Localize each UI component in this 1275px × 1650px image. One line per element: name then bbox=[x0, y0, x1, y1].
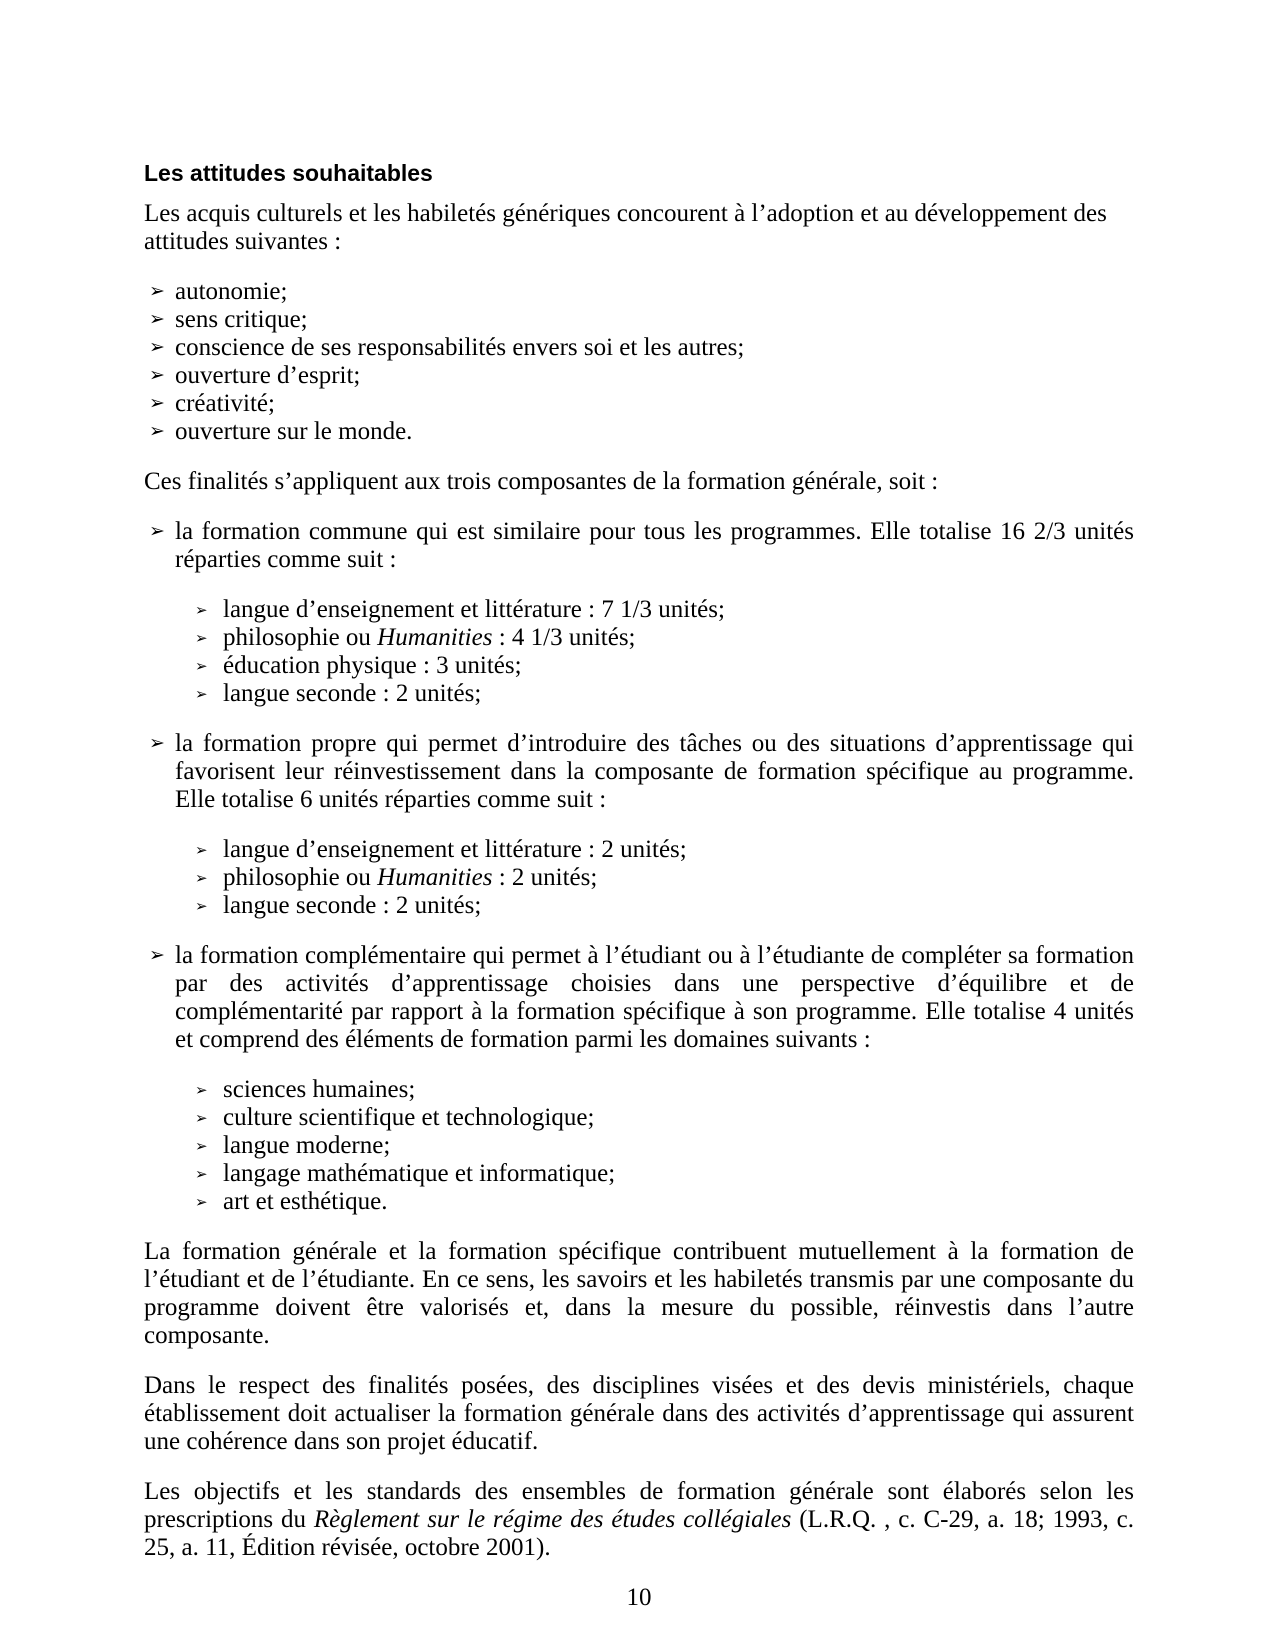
text-run: Ces finalités s’appliquent aux trois composantes de la formation générale, soit : bbox=[144, 468, 939, 495]
list-item-text bbox=[175, 390, 1134, 418]
arrow-bullet-icon: ➢ bbox=[195, 841, 208, 859]
list-item-text bbox=[223, 652, 1134, 680]
paragraph bbox=[144, 1238, 1134, 1350]
bullet-list-level-2 bbox=[190, 596, 1134, 708]
list-item-text bbox=[223, 892, 1134, 920]
italic-text-run: Humanities bbox=[377, 864, 493, 891]
list-item bbox=[190, 1132, 1134, 1160]
paragraph bbox=[144, 468, 1134, 496]
page-title: Les attitudes souhaitables bbox=[144, 160, 433, 186]
list-item bbox=[190, 836, 1134, 864]
arrow-bullet-icon: ➢ bbox=[195, 657, 208, 675]
list-item bbox=[190, 892, 1134, 920]
arrow-bullet-icon: ➢ bbox=[195, 1193, 208, 1211]
list-item bbox=[144, 418, 1134, 446]
page-number: 10 bbox=[626, 1584, 652, 1611]
bullet-list-level-2 bbox=[190, 836, 1134, 920]
list-item bbox=[144, 730, 1134, 814]
paragraph bbox=[144, 1478, 1134, 1562]
italic-text-run: Humanities bbox=[377, 624, 493, 651]
text-run: sens critique; bbox=[175, 306, 308, 333]
text-run: philosophie ou bbox=[223, 864, 378, 891]
list-item-text bbox=[175, 942, 1134, 1054]
list-item bbox=[190, 596, 1134, 624]
list-item-text bbox=[175, 334, 1134, 362]
list-item-text bbox=[223, 1104, 1134, 1132]
text-run: créativité; bbox=[175, 390, 275, 417]
document-body bbox=[144, 200, 1134, 1562]
text-run: Les acquis culturels et les habiletés génériques concourent à l’adoption et au développement des attitudes suivantes : bbox=[144, 200, 1107, 255]
list-item bbox=[190, 652, 1134, 680]
text-run: culture scientifique et technologique; bbox=[223, 1104, 595, 1131]
text-run: éducation physique : 3 unités; bbox=[223, 652, 522, 679]
list-item bbox=[190, 680, 1134, 708]
list-item bbox=[144, 362, 1134, 390]
list-item-text bbox=[223, 680, 1134, 708]
text-run: langue d’enseignement et littérature : 2 unités; bbox=[223, 836, 687, 863]
arrow-bullet-icon: ➢ bbox=[195, 1137, 208, 1155]
text-run: sciences humaines; bbox=[223, 1076, 416, 1103]
list-item bbox=[190, 1104, 1134, 1132]
arrow-bullet-icon: ➢ bbox=[149, 520, 165, 542]
arrow-bullet-icon: ➢ bbox=[195, 897, 208, 915]
list-item bbox=[144, 390, 1134, 418]
italic-text-run: Règlement sur le régime des études collégiales bbox=[313, 1506, 792, 1533]
text-run: langage mathématique et informatique; bbox=[223, 1160, 616, 1187]
list-item bbox=[190, 1160, 1134, 1188]
list-item bbox=[190, 624, 1134, 652]
arrow-bullet-icon: ➢ bbox=[149, 336, 165, 358]
list-item-text bbox=[175, 418, 1134, 446]
list-item bbox=[190, 864, 1134, 892]
list-item-text bbox=[175, 306, 1134, 334]
list-item bbox=[144, 306, 1134, 334]
arrow-bullet-icon: ➢ bbox=[195, 869, 208, 887]
arrow-bullet-icon: ➢ bbox=[149, 280, 165, 302]
list-item-text bbox=[223, 1076, 1134, 1104]
text-run: : 4 1/3 unités; bbox=[492, 624, 636, 651]
text-run: philosophie ou bbox=[223, 624, 378, 651]
list-item-text bbox=[223, 1160, 1134, 1188]
list-item bbox=[144, 278, 1134, 306]
text-run: langue moderne; bbox=[223, 1132, 391, 1159]
list-item bbox=[144, 942, 1134, 1054]
list-item bbox=[190, 1076, 1134, 1104]
list-item-text bbox=[223, 1188, 1134, 1216]
text-run: La formation générale et la formation spécifique contribuent mutuellement à la formation de l’étudiant et de l’étudiante. En ce sens, les savoirs et les habiletés transmis par une composante du programme doivent être valorisés et, dans la mesure du possible, réinvestis dans l’autre composante. bbox=[144, 1238, 1134, 1349]
bullet-list-level-1 bbox=[144, 518, 1134, 574]
text-run: la formation commune qui est similaire pour tous les programmes. Elle totalise 16 2/3 unités réparties comme suit : bbox=[175, 518, 1134, 573]
arrow-bullet-icon: ➢ bbox=[149, 732, 165, 754]
text-run: Dans le respect des finalités posées, des disciplines visées et des devis ministériels, chaque établissement doit actualiser la formation générale dans des activités d’apprentissage qui assurent une cohérence dans son projet éducatif. bbox=[144, 1372, 1134, 1455]
bullet-list-level-1 bbox=[144, 278, 1134, 446]
list-item-text bbox=[223, 596, 1134, 624]
text-run: conscience de ses responsabilités envers soi et les autres; bbox=[175, 334, 745, 361]
list-item-text bbox=[223, 836, 1134, 864]
text-run: art et esthétique. bbox=[223, 1188, 388, 1215]
arrow-bullet-icon: ➢ bbox=[195, 1081, 208, 1099]
text-run: Les objectifs et les standards des ensembles de formation générale sont élaborés selon les prescriptions du bbox=[144, 1478, 1134, 1533]
list-item bbox=[190, 1188, 1134, 1216]
bullet-list-level-2 bbox=[190, 1076, 1134, 1216]
arrow-bullet-icon: ➢ bbox=[195, 1165, 208, 1183]
arrow-bullet-icon: ➢ bbox=[195, 629, 208, 647]
paragraph bbox=[144, 1372, 1134, 1456]
bullet-list-level-1 bbox=[144, 730, 1134, 814]
arrow-bullet-icon: ➢ bbox=[195, 601, 208, 619]
list-item-text bbox=[223, 864, 1134, 892]
list-item-text bbox=[223, 1132, 1134, 1160]
list-item-text bbox=[175, 278, 1134, 306]
text-run: la formation complémentaire qui permet à l’étudiant ou à l’étudiante de compléter sa formation par des activités d’apprentissage choisies dans une perspective d’équilibre et de complémentarité par rapport à la formation spécifique à son programme. Elle totalise 4 unités et comprend des éléments de formation parmi les domaines suivants : bbox=[175, 942, 1134, 1053]
list-item bbox=[144, 334, 1134, 362]
text-run: ouverture d’esprit; bbox=[175, 362, 361, 389]
list-item-text bbox=[175, 362, 1134, 390]
list-item-text bbox=[223, 624, 1134, 652]
arrow-bullet-icon: ➢ bbox=[149, 420, 165, 442]
arrow-bullet-icon: ➢ bbox=[195, 1109, 208, 1127]
text-run: autonomie; bbox=[175, 278, 288, 305]
paragraph bbox=[144, 200, 1134, 256]
arrow-bullet-icon: ➢ bbox=[149, 944, 165, 966]
arrow-bullet-icon: ➢ bbox=[149, 392, 165, 414]
text-run: (L.R.Q. , c. C-29, a. 18; 1993, c. 25, a. 11, Édition révisée, octobre 2001). bbox=[144, 1506, 1134, 1561]
text-run: langue seconde : 2 unités; bbox=[223, 680, 482, 707]
list-item-text bbox=[175, 518, 1134, 574]
list-item bbox=[144, 518, 1134, 574]
arrow-bullet-icon: ➢ bbox=[149, 308, 165, 330]
arrow-bullet-icon: ➢ bbox=[149, 364, 165, 386]
text-run: langue d’enseignement et littérature : 7 1/3 unités; bbox=[223, 596, 725, 623]
list-item-text bbox=[175, 730, 1134, 814]
text-run: : 2 unités; bbox=[492, 864, 598, 891]
text-run: la formation propre qui permet d’introduire des tâches ou des situations d’apprentissage qui favorisent leur réinvestissement dans la composante de formation spécifique au programme. Elle totalise 6 unités réparties comme suit : bbox=[175, 730, 1134, 813]
arrow-bullet-icon: ➢ bbox=[195, 685, 208, 703]
text-run: ouverture sur le monde. bbox=[175, 418, 413, 445]
text-run: langue seconde : 2 unités; bbox=[223, 892, 482, 919]
bullet-list-level-1 bbox=[144, 942, 1134, 1054]
